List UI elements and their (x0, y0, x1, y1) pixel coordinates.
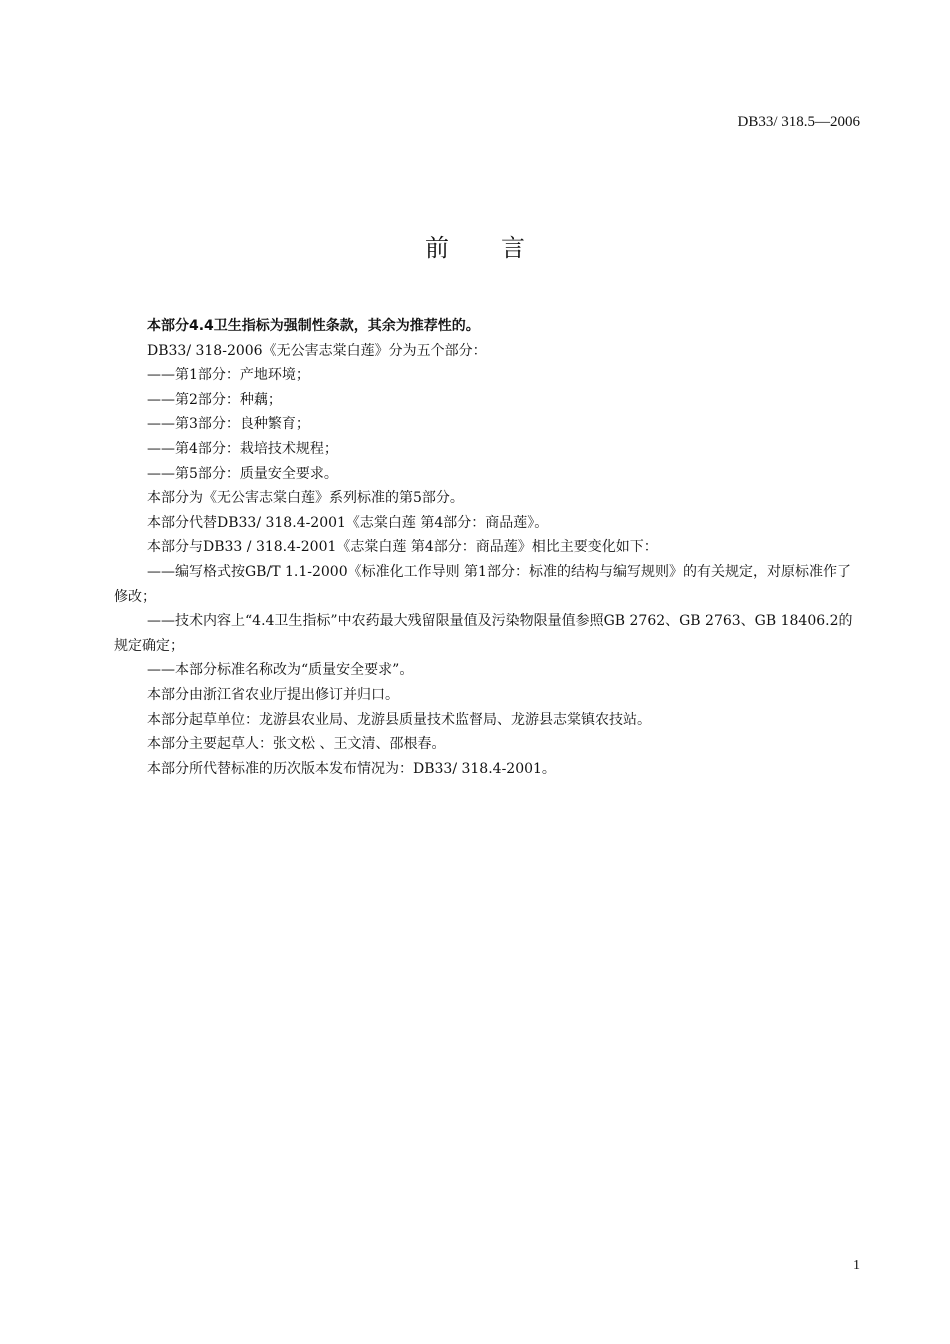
paragraph: DB33/ 318-2006《无公害志棠白莲》分为五个部分： (147, 342, 487, 359)
list-item: ——第5部分：质量安全要求。 (147, 465, 338, 482)
title-char-2: 言 (501, 234, 525, 262)
paragraph: 本部分主要起草人：张文松 、王文清、邵根春。 (147, 736, 446, 753)
list-item: ——本部分标准名称改为“质量安全要求”。 (147, 662, 414, 679)
document-code: DB33/ 318.5—2006 (737, 114, 860, 130)
list-item: ——编写格式按GB/T 1.1-2000《标准化工作导则 第1部分：标准的结构与编写规则》的有关规定，对原标准作了修改； (114, 563, 851, 605)
paragraph: 本部分所代替标准的历次版本发布情况为：DB33/ 318.4-2001。 (147, 760, 556, 777)
list-item: ——第3部分：良种繁育； (147, 416, 310, 433)
title-char-1: 前 (425, 234, 449, 262)
page-number: 1 (853, 1258, 860, 1273)
paragraph-mandatory-clause: 本部分4.4卫生指标为强制性条款，其余为推荐性的。 (147, 318, 480, 334)
list-item: ——第2部分：种藕； (147, 391, 282, 408)
list-item: ——第1部分：产地环境； (147, 367, 310, 384)
paragraph: 本部分代替DB33/ 318.4-2001《志棠白莲 第4部分：商品莲》。 (147, 514, 549, 531)
paragraph: 本部分为《无公害志棠白莲》系列标准的第5部分。 (147, 490, 464, 507)
page-title (0, 228, 950, 263)
paragraph: 本部分由浙江省农业厅提出修订并归口。 (147, 686, 399, 703)
paragraph: 本部分与DB33 / 318.4-2001《志棠白莲 第4部分：商品莲》相比主要变化如下： (147, 539, 658, 556)
foreword-body (114, 314, 860, 781)
list-item: ——第4部分：栽培技术规程； (147, 440, 338, 457)
paragraph: 本部分起草单位：龙游县农业局、龙游县质量技术监督局、龙游县志棠镇农技站。 (147, 711, 651, 728)
list-item: ——技术内容上“4.4卫生指标”中农药最大残留限量值及污染物限量值参照GB 2762、GB 2763、GB 18406.2的规定确定； (114, 613, 853, 654)
